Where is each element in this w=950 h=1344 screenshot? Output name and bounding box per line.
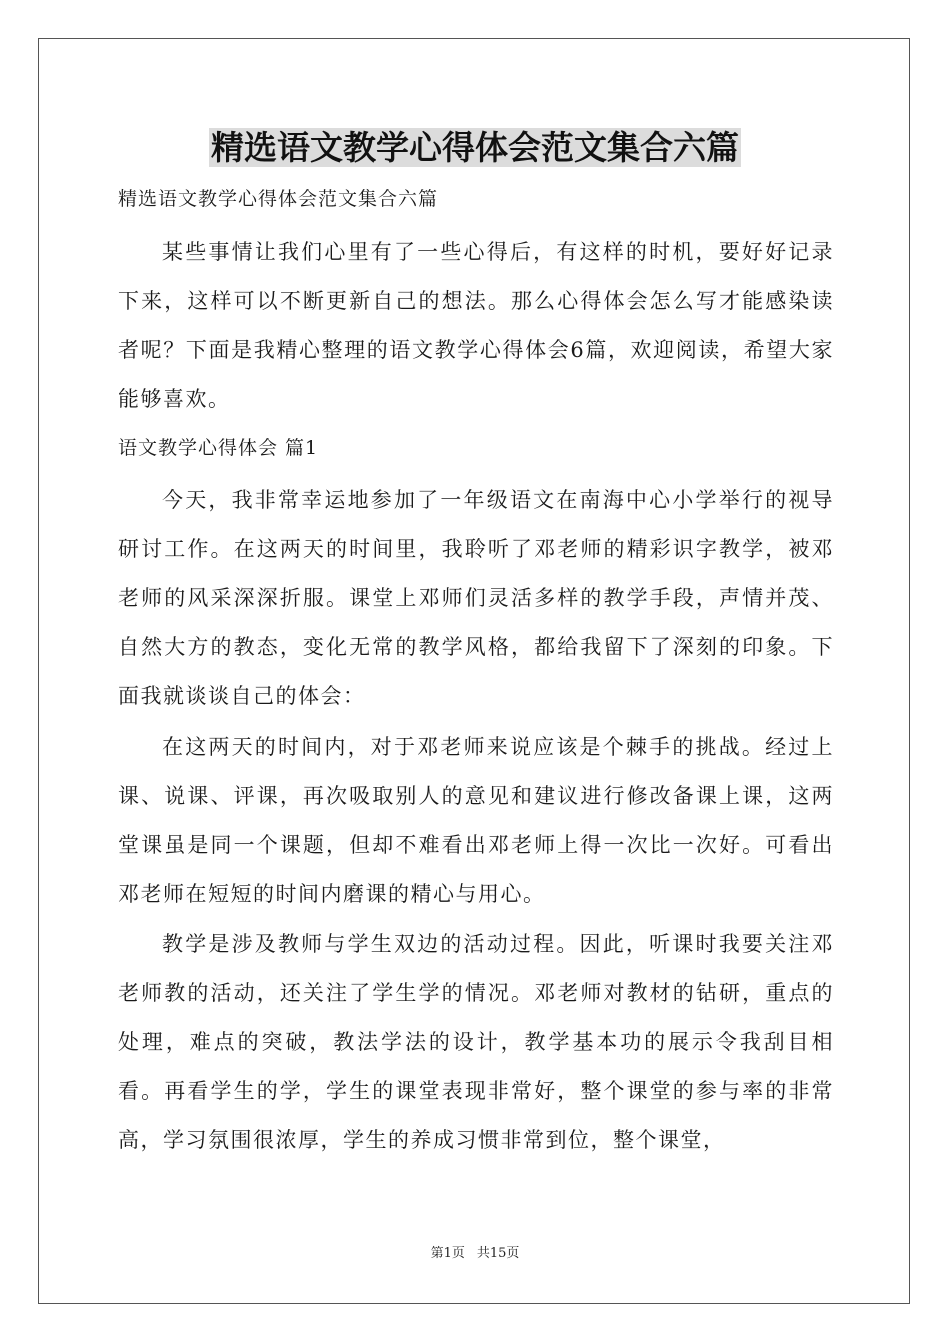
- page-total: 共15页: [476, 1246, 520, 1261]
- body-paragraph-2: 在这两天的时间内，对于邓老师来说应该是个棘手的挑战。经过上课、说课、评课，再次吸取别人的意见和建议进行修改备课上课，这两堂课虽是同一个课题，但却不难看出邓老师上得一次比一次好。可看出邓老师在短短的时间内磨课的精心与用心。: [118, 735, 834, 906]
- intro-paragraph: 某些事情让我们心里有了一些心得后，有这样的时机，要好好记录下来，这样可以不断更新自己的想法。那么心得体会怎么写才能感染读者呢？下面是我精心整理的语文教学心得体会6篇，欢迎阅读，希望大家能够喜欢。: [118, 240, 834, 411]
- document-title: [0, 126, 950, 170]
- body-paragraph-1: 今天，我非常幸运地参加了一年级语文在南海中心小学举行的视导研讨工作。在这两天的时间里，我聆听了邓老师的精彩识字教学，被邓老师的风采深深折服。课堂上邓师们灵活多样的教学手段，声情并茂、自然大方的教态，变化无常的教学风格，都给我留下了深刻的印象。下面我就谈谈自己的体会：: [118, 488, 834, 708]
- document-title-text: 精选语文教学心得体会范文集合六篇: [211, 128, 739, 167]
- page-footer: [0, 1244, 950, 1264]
- section-heading: 语文教学心得体会 篇1: [118, 437, 319, 459]
- body-paragraph-3: 教学是涉及教师与学生双边的活动过程。因此，听课时我要关注邓老师教的活动，还关注了学生学的情况。邓老师对教材的钻研，重点的处理，难点的突破，教法学法的设计，教学基本功的展示令我刮目相看。再看学生的学，学生的课堂表现非常好，整个课堂的参与率的非常高，学习氛围很浓厚，学生的养成习惯非常到位，整个课堂，: [118, 932, 834, 1152]
- page-number: 第1页: [430, 1246, 465, 1261]
- document-subtitle: 精选语文教学心得体会范文集合六篇: [118, 188, 439, 210]
